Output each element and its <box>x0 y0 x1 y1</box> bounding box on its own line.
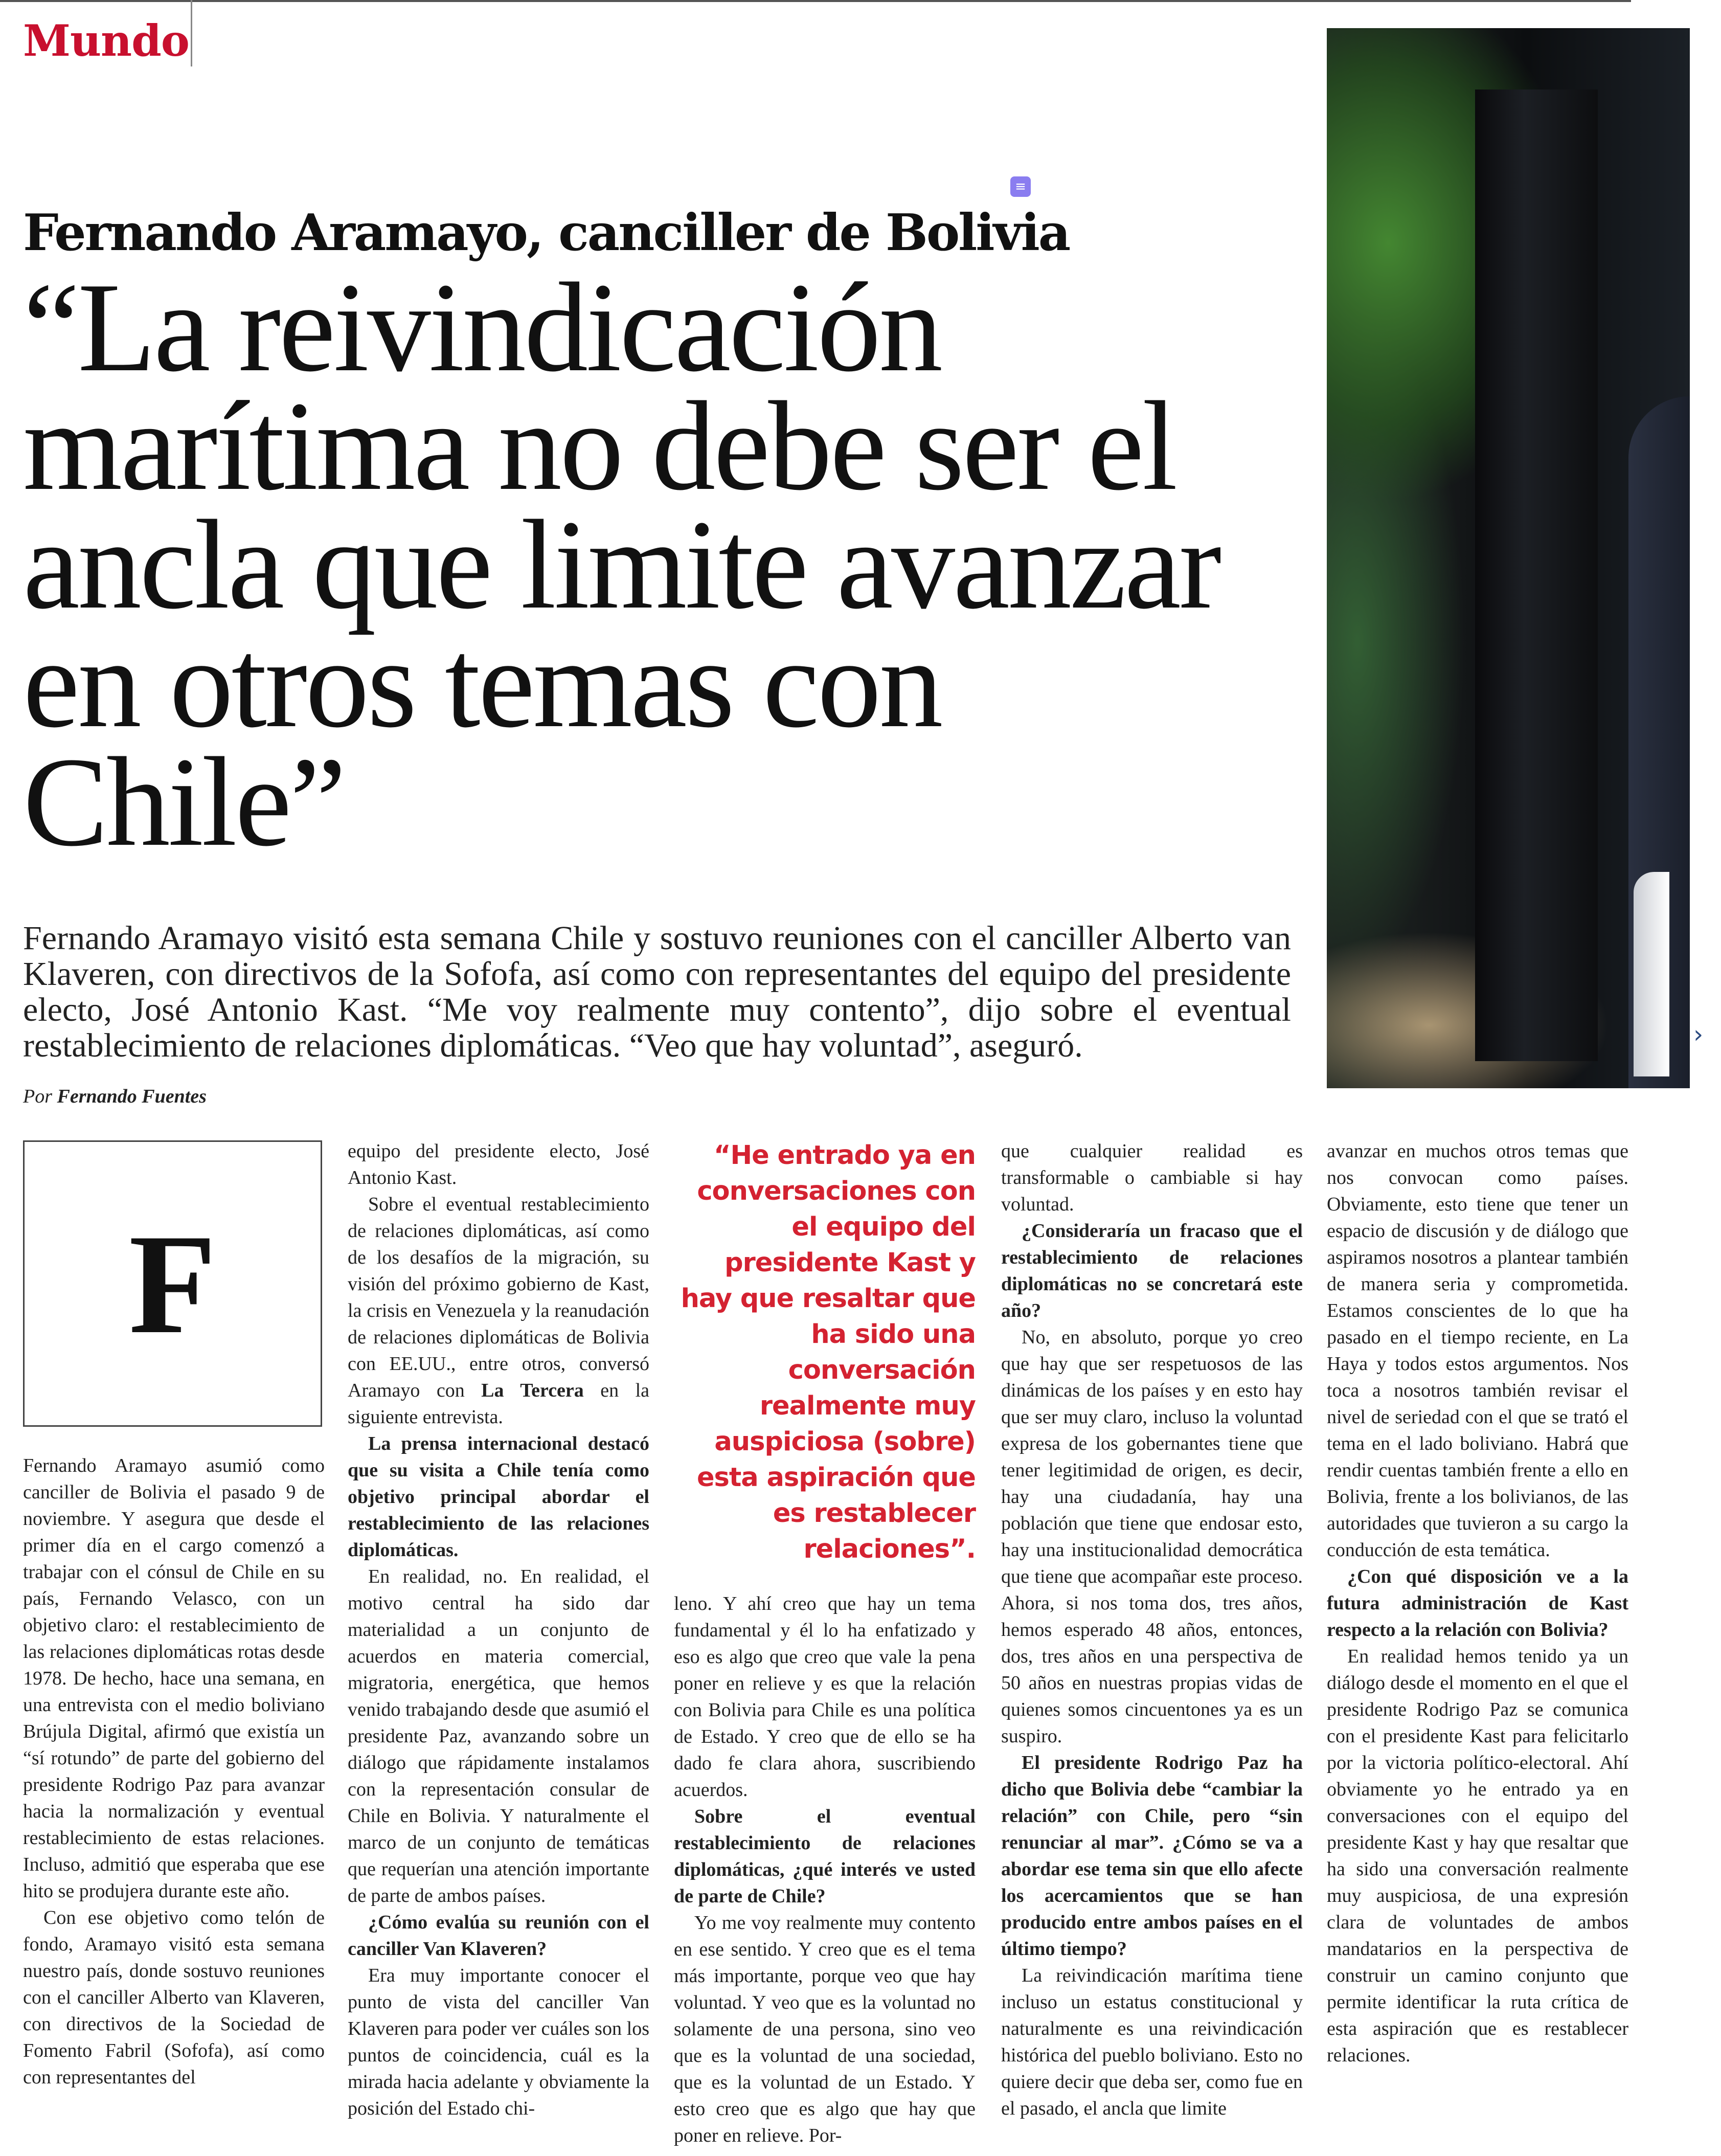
paragraph <box>348 1191 649 1430</box>
paragraph: Fernando Aramayo asumió como canciller de Bolivia el pasado 9 de noviembre. Y asegura que desde el primer día en el cargo comenzó a trabajar con el cónsul de Chile en su país, Fernando Velasco, con un objetivo claro: el restablecimiento de las relaciones diplomáticas rotas desde 1978. De hecho, hace una semana, en una entrevista con el medio boliviano Brújula Digital, afirmó que existía un “sí rotundo” de parte del gobierno del presidente Rodrigo Paz para avanzar hacia la normalización y eventual restablecimiento de estas relaciones. Incluso, admitió que esperaba que ese hito se produjera durante este año. <box>23 1455 325 1902</box>
pull-quote: “He entrado ya en conversaciones con el equipo del presidente Kast y hay que resaltar que ha sido una conversación realmente muy auspiciosa (sobre) esta aspiración que es restablecer relaciones”. <box>681 1140 976 1564</box>
paragraph: Yo me voy realmente muy contento en ese sentido. Y creo que es el tema más importante, porque veo que hay voluntad. Y veo que es la voluntad no solamente de una persona, sino veo que es la voluntad de una sociedad, que es la voluntad de un Estado. Y esto creo que es algo que hay que poner en relieve. Por- <box>674 1912 976 2146</box>
interview-question: ¿Cómo evalúa su reunión con el canciller Van Klaveren? <box>348 1912 649 1960</box>
column-3 <box>674 1590 976 2149</box>
paragraph-text: en la siguiente entrevista. <box>348 1380 649 1428</box>
paragraph: avanzar en muchos otros temas que nos convocan como países. Obviamente, esto tiene que tener un espacio de discusión y de diálogo que aspiramos nosotros a plantear también de manera seria y comprometida. Estamos conscientes de lo que ha pasado en el tiempo reciente, en La Haya y todos estos argumentos. Nos toca a nosotros también revisar el nivel de seriedad con el que se trató el tema en el lado boliviano. Habrá que rendir cuentas también frente a ello en Bolivia, frente a los bolivianos, de las autoridades que tuvieron a su cargo la conducción de esta temática. <box>1327 1140 1628 1561</box>
note-icon[interactable]: ≡ <box>1010 176 1031 197</box>
photo-pillar <box>1475 89 1598 1061</box>
kicker: Fernando Aramayo, canciller de Bolivia <box>23 204 1070 262</box>
paragraph: La reivindicación marítima tiene incluso un estatus constitucional y naturalmente es una reivindicación histórica del pueblo boliviano. Esto no quiere decir que deba ser, como fue en el pasado, el ancla que limite <box>1001 1965 1303 2119</box>
chevron-right-icon[interactable]: › <box>1693 1020 1704 1049</box>
column-4 <box>1001 1138 1303 2122</box>
section-label: Mundo <box>23 15 189 66</box>
paragraph: En realidad, no. En realidad, el motivo central ha sido dar materialidad a un conjunto de acuerdos en materia comercial, migratoria, energética, que hemos venido trabajando desde que asumió el presidente Paz, avanzando sobre un diálogo que rápidamente instalamos con la representación consular de Chile en Bolivia. Y naturalmente el marco de un conjunto de temáticas que requerían una atención importante de parte de ambos países. <box>348 1566 649 1906</box>
paragraph: Era muy importante conocer el punto de vista del canciller Van Klaveren para poder ver cuáles son los puntos de coincidencia, cuál es la mirada hacia adelante y obviamente la posición del Estado chi- <box>348 1965 649 2119</box>
byline-prefix: Por <box>23 1086 52 1107</box>
photo-shirt <box>1634 872 1669 1076</box>
byline-author: Fernando Fuentes <box>57 1086 207 1107</box>
paragraph: Con ese objetivo como telón de fondo, Aramayo visitó esta semana nuestro país, donde sostuvo reuniones con el canciller Alberto van Klaveren, con directivos de la Sociedad de Fomento Fabril (Sofofa), así como con representantes del <box>23 1907 325 2088</box>
lede: Fernando Aramayo visitó esta semana Chile y sostuvo reuniones con el canciller Alberto van Klaveren, con directivos de la Sofofa, así como con representantes del equipo del presidente electo, José Antonio Kast. “Me voy realmente muy contento”, dijo sobre el eventual restablecimiento de relaciones diplomáticas. “Veo que hay voluntad”, aseguró. <box>23 919 1291 1064</box>
column-5 <box>1327 1138 1628 2069</box>
paragraph: No, en absoluto, porque yo creo que hay que ser respetuosos de las dinámicas de los países y en esto hay que ser muy claro, incluso la voluntad expresa de los gobernantes tiene que tener legitimidad de origen, es decir, hay una ciudadanía, hay una población que tiene que endosar esto, hay una institucionalidad democrática que tiene que acompañar este proceso. Ahora, si nos toma dos, tres años, hemos esperado 48 años, entonces, dos, tres años en una perspectiva de 50 años en nuestras propias vidas de quienes somos cincuentones ya es un suspiro. <box>1001 1327 1303 1747</box>
dropcap-box <box>23 1140 322 1427</box>
article-photo <box>1327 28 1690 1088</box>
paragraph: que cualquier realidad es transformable o cambiable si hay voluntad. <box>1001 1140 1303 1215</box>
paragraph-text: Sobre el eventual restablecimiento de relaciones diplomáticas, así como de los desafíos de la migración, su visión del próximo gobierno de Kast, la crisis en Venezuela y la reanudación de relaciones diplomáticas de Bolivia con EE.UU., entre otros, conversó Aramayo con <box>348 1194 649 1401</box>
interview-question: El presidente Rodrigo Paz ha dicho que Bolivia debe “cambiar la relación” con Chile, pero “sin renunciar al mar”. ¿Cómo se va a abordar ese tema sin que ello afecte los acercamientos que se han producido entre ambos países en el último tiempo? <box>1001 1752 1303 1960</box>
dropcap: F <box>128 1204 217 1363</box>
top-rule <box>0 0 1631 2</box>
interview-question: ¿Consideraría un fracaso que el restablecimiento de relaciones diplomáticas no se concretará este año? <box>1001 1220 1303 1321</box>
byline <box>23 1085 207 1108</box>
section-divider <box>191 0 192 66</box>
interview-question: La prensa internacional destacó que su visita a Chile tenía como objetivo principal abordar el restablecimiento de las relaciones diplomáticas. <box>348 1433 649 1561</box>
paragraph: En realidad hemos tenido ya un diálogo desde el momento en el que el presidente Rodrigo Paz se comunica con el presidente Kast para felicitarlo por la victoria político-electoral. Ahí obviamente yo he entrado ya en conversaciones con el equipo del presidente Kast y hay que resaltar que ha sido una conversación realmente muy auspiciosa, de una expresión clara de voluntades de ambos mandatarios en la perspectiva de construir un camino conjunto que permite identificar la ruta crítica de esta aspiración que es restablecer relaciones. <box>1327 1646 1628 2066</box>
interview-question: ¿Con qué disposición ve a la futura administración de Kast respecto a la relación con Bolivia? <box>1327 1566 1628 1641</box>
paragraph: equipo del presidente electo, José Antonio Kast. <box>348 1140 649 1188</box>
column-1 <box>23 1452 325 2091</box>
publication-name: La Tercera <box>481 1380 584 1401</box>
headline: “La reivindicación marítima no debe ser el ancla que limite avanzar en otros temas con Chile” <box>23 257 1220 873</box>
interview-question: Sobre el eventual restablecimiento de relaciones diplomáticas, ¿qué interés ve usted de parte de Chile? <box>674 1806 976 1907</box>
column-2 <box>348 1138 649 2122</box>
paragraph: leno. Y ahí creo que hay un tema fundamental y él lo ha enfatizado y eso es algo que creo que vale la pena poner en relieve y es que la relación con Bolivia para Chile es una política de Estado. Y creo que de ello se ha dado fe clara ahora, suscribiendo acuerdos. <box>674 1593 976 1801</box>
